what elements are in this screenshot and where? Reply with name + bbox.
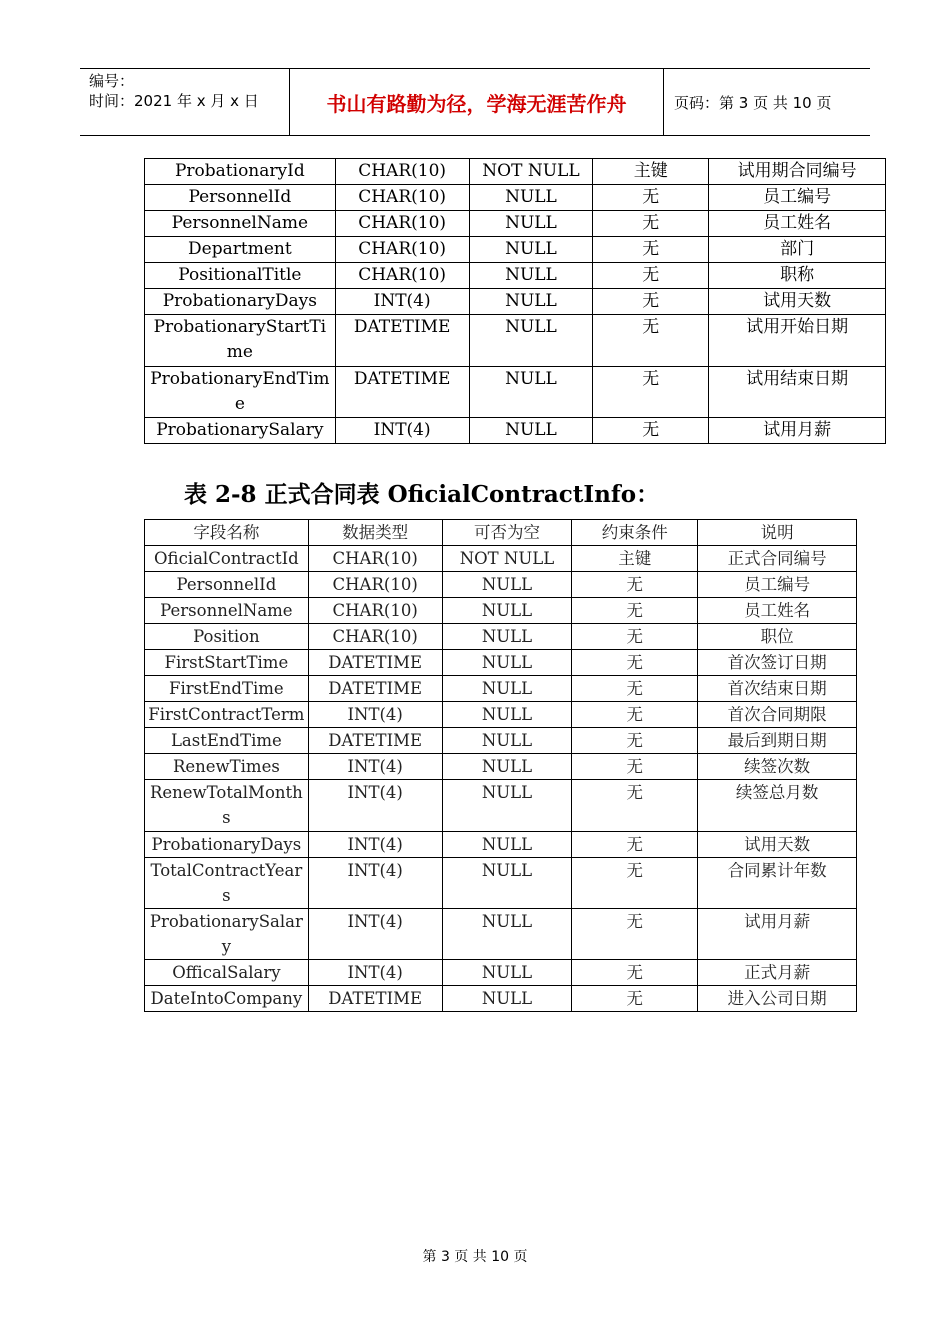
table-cell: FirstEndTime <box>145 676 309 702</box>
table-cell: RenewTotalMonths <box>145 780 309 832</box>
table-row <box>145 780 857 832</box>
table-cell: 无 <box>572 909 698 960</box>
table-cell: FirstStartTime <box>145 650 309 676</box>
table-cell: DATETIME <box>308 650 442 676</box>
table-row <box>145 185 886 211</box>
table-cell: 无 <box>572 754 698 780</box>
table-cell: ProbationarySalary <box>145 418 336 444</box>
table-cell: 试用天数 <box>698 832 857 858</box>
table-caption: 表 2-8 正式合同表 OficialContractInfo： <box>184 481 660 508</box>
doc-time-label: 时间：2021 年 x 月 x 日 <box>89 92 259 110</box>
probationary-contract-table <box>144 158 886 444</box>
table-row <box>145 418 886 444</box>
table-cell: DATETIME <box>308 676 442 702</box>
table-row <box>145 702 857 728</box>
table-cell: DATETIME <box>335 315 469 367</box>
table-cell: 首次结束日期 <box>698 676 857 702</box>
table-cell: 进入公司日期 <box>698 986 857 1012</box>
table-cell: NOT NULL <box>442 546 572 572</box>
table-row <box>145 237 886 263</box>
table-cell: INT(4) <box>308 832 442 858</box>
table-cell: NULL <box>442 986 572 1012</box>
table-row <box>145 315 886 367</box>
table-cell: 试用开始日期 <box>709 315 886 367</box>
table-cell: CHAR(10) <box>335 159 469 185</box>
table-row <box>145 598 857 624</box>
table-cell: PersonnelName <box>145 211 336 237</box>
table-cell: INT(4) <box>308 780 442 832</box>
table-cell: 无 <box>572 780 698 832</box>
table-cell: OfficalSalary <box>145 960 309 986</box>
table-cell: RenewTimes <box>145 754 309 780</box>
table-row <box>145 159 886 185</box>
table-cell: 员工姓名 <box>698 598 857 624</box>
table-cell: 主键 <box>572 546 698 572</box>
table-cell: NULL <box>469 418 593 444</box>
table-cell: CHAR(10) <box>308 624 442 650</box>
table-cell: ProbationarySalary <box>145 909 309 960</box>
table-row <box>145 986 857 1012</box>
table-cell: 无 <box>572 676 698 702</box>
table-row <box>145 832 857 858</box>
table-cell: NULL <box>442 650 572 676</box>
table-cell: NULL <box>469 263 593 289</box>
table-cell: 员工编号 <box>709 185 886 211</box>
table-cell: TotalContractYears <box>145 858 309 909</box>
table-cell: 员工编号 <box>698 572 857 598</box>
table-cell: CHAR(10) <box>335 263 469 289</box>
table-row <box>145 754 857 780</box>
table-cell: 试用结束日期 <box>709 367 886 418</box>
table-cell: Department <box>145 237 336 263</box>
table-cell: 首次合同期限 <box>698 702 857 728</box>
table-cell: ProbationaryDays <box>145 289 336 315</box>
header-page-number: 页码：第 3 页 共 10 页 <box>674 93 832 112</box>
table-row <box>145 367 886 418</box>
table-cell: NULL <box>442 572 572 598</box>
table-cell: PositionalTitle <box>145 263 336 289</box>
table-cell: ProbationaryDays <box>145 832 309 858</box>
table-cell: 职称 <box>709 263 886 289</box>
table-cell: NULL <box>469 367 593 418</box>
table-cell: DateIntoCompany <box>145 986 309 1012</box>
table-row <box>145 858 857 909</box>
table-cell: 无 <box>572 728 698 754</box>
table-cell: 无 <box>572 572 698 598</box>
table-cell: 无 <box>593 315 709 367</box>
table-cell: INT(4) <box>335 289 469 315</box>
table-cell: LastEndTime <box>145 728 309 754</box>
table-cell: 最后到期日期 <box>698 728 857 754</box>
doc-code-label: 编号： <box>89 72 135 90</box>
page-footer: 第 3 页 共 10 页 <box>422 1249 528 1265</box>
table-cell: NULL <box>442 909 572 960</box>
table-cell: 合同累计年数 <box>698 858 857 909</box>
table-cell: INT(4) <box>308 754 442 780</box>
table-cell: Position <box>145 624 309 650</box>
table-cell: NULL <box>469 211 593 237</box>
column-header: 说明 <box>698 520 857 546</box>
column-header: 约束条件 <box>572 520 698 546</box>
table-cell: DATETIME <box>308 986 442 1012</box>
table-cell: 无 <box>572 598 698 624</box>
table-cell: NULL <box>442 702 572 728</box>
header-motto: 书山有路勤为径，学海无涯苦作舟 <box>290 69 664 136</box>
table-cell: OficialContractId <box>145 546 309 572</box>
table-row <box>145 624 857 650</box>
table-cell: NULL <box>469 289 593 315</box>
table-cell: 正式月薪 <box>698 960 857 986</box>
table-cell: 无 <box>593 185 709 211</box>
table-cell: ProbationaryId <box>145 159 336 185</box>
table-cell: NULL <box>442 624 572 650</box>
table-cell: NULL <box>442 960 572 986</box>
table-row <box>145 572 857 598</box>
table-cell: 主键 <box>593 159 709 185</box>
page-header <box>80 68 870 136</box>
table-cell: CHAR(10) <box>308 546 442 572</box>
table-cell: CHAR(10) <box>308 572 442 598</box>
table-cell: 员工姓名 <box>709 211 886 237</box>
table-cell: 无 <box>572 832 698 858</box>
table-cell: 无 <box>572 624 698 650</box>
table-cell: 无 <box>572 960 698 986</box>
table-cell: INT(4) <box>308 702 442 728</box>
table-cell: NULL <box>469 185 593 211</box>
table-cell: INT(4) <box>308 909 442 960</box>
official-contract-table <box>144 519 857 1012</box>
table-cell: INT(4) <box>308 960 442 986</box>
table-row <box>145 211 886 237</box>
table-cell: NOT NULL <box>469 159 593 185</box>
table-cell: 试用月薪 <box>709 418 886 444</box>
column-header: 字段名称 <box>145 520 309 546</box>
table-cell: 无 <box>593 418 709 444</box>
table-row <box>145 289 886 315</box>
column-header: 可否为空 <box>442 520 572 546</box>
table-cell: 无 <box>572 650 698 676</box>
table-row <box>145 676 857 702</box>
table-header-row <box>145 520 857 546</box>
table-cell: NULL <box>442 728 572 754</box>
column-header: 数据类型 <box>308 520 442 546</box>
table-cell: 无 <box>593 211 709 237</box>
table-cell: CHAR(10) <box>308 598 442 624</box>
table-cell: 无 <box>593 237 709 263</box>
table-cell: 试用天数 <box>709 289 886 315</box>
table-row <box>145 650 857 676</box>
table-row <box>145 546 857 572</box>
table-cell: CHAR(10) <box>335 185 469 211</box>
table-cell: INT(4) <box>308 858 442 909</box>
table-row <box>145 909 857 960</box>
table-cell: NULL <box>469 315 593 367</box>
table-cell: 无 <box>572 858 698 909</box>
table-cell: 首次签订日期 <box>698 650 857 676</box>
table-cell: 无 <box>572 986 698 1012</box>
table-cell: NULL <box>442 832 572 858</box>
table-cell: PersonnelId <box>145 185 336 211</box>
table-cell: NULL <box>442 754 572 780</box>
table-cell: 试用月薪 <box>698 909 857 960</box>
table-cell: NULL <box>442 858 572 909</box>
table-cell: NULL <box>442 780 572 832</box>
table-cell: DATETIME <box>308 728 442 754</box>
table-row <box>145 728 857 754</box>
table-cell: 无 <box>593 263 709 289</box>
table-cell: 无 <box>572 702 698 728</box>
table-cell: FirstContractTerm <box>145 702 309 728</box>
table-cell: INT(4) <box>335 418 469 444</box>
table-cell: CHAR(10) <box>335 211 469 237</box>
table-cell: 续签次数 <box>698 754 857 780</box>
table-cell: 职位 <box>698 624 857 650</box>
table-cell: 正式合同编号 <box>698 546 857 572</box>
table-row <box>145 263 886 289</box>
table-cell: 试用期合同编号 <box>709 159 886 185</box>
table-cell: DATETIME <box>335 367 469 418</box>
table-row <box>145 960 857 986</box>
table-cell: CHAR(10) <box>335 237 469 263</box>
header-meta <box>80 69 290 136</box>
table-cell: PersonnelId <box>145 572 309 598</box>
table-cell: 无 <box>593 289 709 315</box>
table-cell: PersonnelName <box>145 598 309 624</box>
table-cell: 部门 <box>709 237 886 263</box>
table-cell: ProbationaryEndTime <box>145 367 336 418</box>
table-cell: NULL <box>442 598 572 624</box>
table-cell: ProbationaryStartTime <box>145 315 336 367</box>
table-cell: NULL <box>442 676 572 702</box>
table-cell: NULL <box>469 237 593 263</box>
table-cell: 无 <box>593 367 709 418</box>
table-cell: 续签总月数 <box>698 780 857 832</box>
